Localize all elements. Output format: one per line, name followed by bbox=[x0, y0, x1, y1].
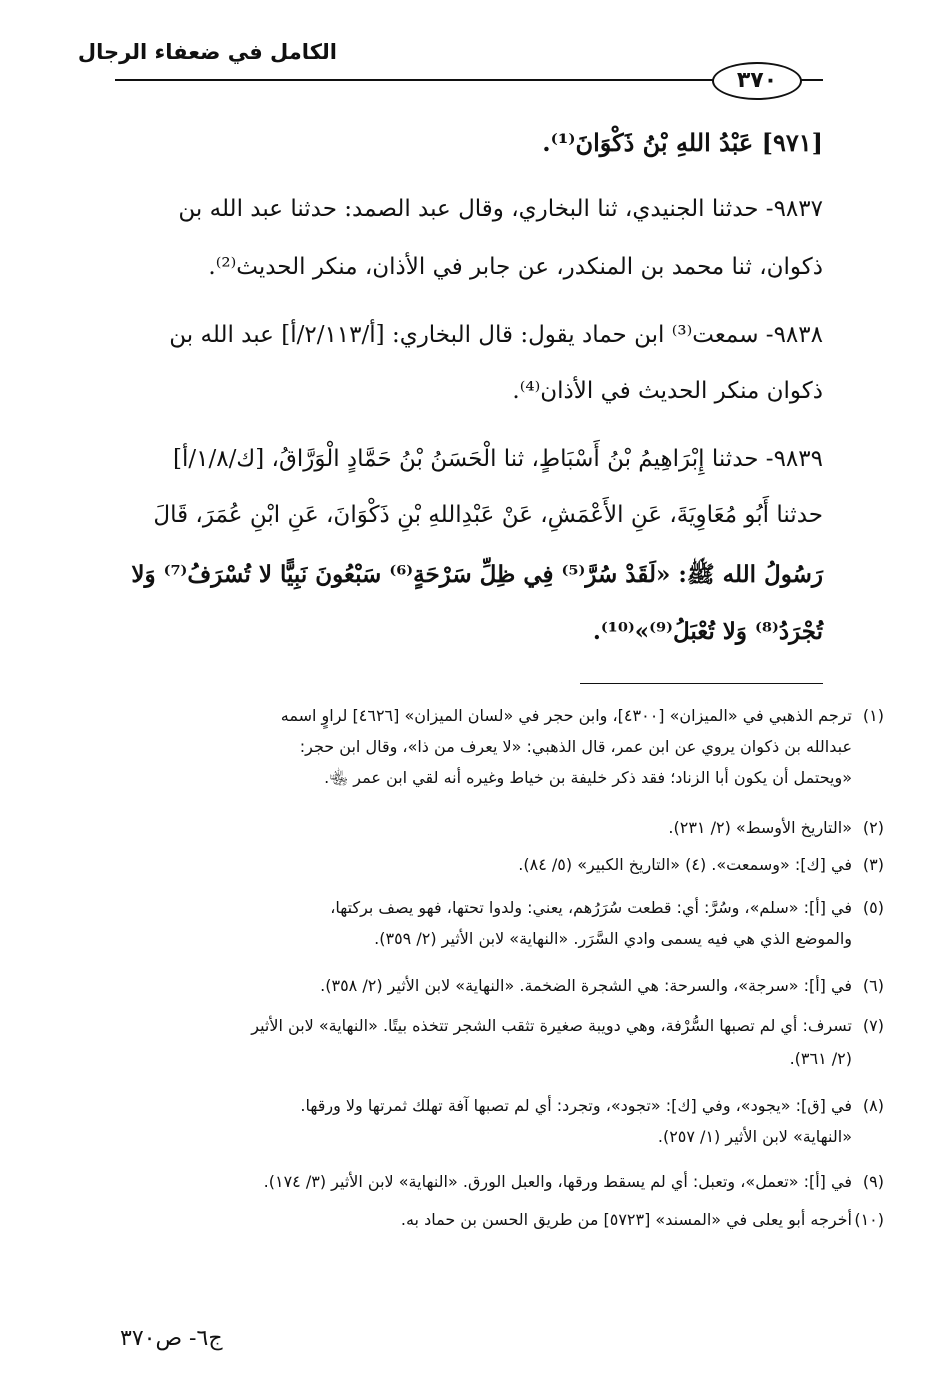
footnote-line: عبدالله بن ذكوان يروي عن ابن عمر، قال الذهبي: «لا يعرف من ذا»، وقال ابن حجر: bbox=[299, 737, 852, 756]
hadith-9838 bbox=[112, 322, 823, 432]
footnote-line: أخرجه أبو يعلى في «المسند» [٥٧٢٣] من طريق الحسن بن حماد به. bbox=[400, 1210, 852, 1229]
footnote-5 bbox=[112, 898, 884, 960]
paragraph-line: ذكوان، ثنا محمد بن المنكدر، عن جابر في الأذان، منكر الحديث⁽²⁾. bbox=[208, 254, 823, 280]
footnote-6 bbox=[112, 976, 884, 1006]
footnote-line: في [ق]: «يجود»، وفي [ك]: «تجود»، وتجرد: أي لم تصبها آفة تهلك ثمرتها ولا ورقها. bbox=[300, 1096, 852, 1115]
footnote-line: في [أ]: «سلم»، وسُرَّ: أي: قطعت سُرَرُهم، يعني: ولدوا تحتها، فهو يصف بركتها، bbox=[330, 898, 852, 917]
page-number-badge: ٣٧٠ bbox=[712, 62, 802, 100]
hadith-9839 bbox=[112, 446, 823, 676]
footnote-number: (٨) bbox=[862, 1096, 884, 1115]
footnote-line: «ويحتمل أن يكون أبا الزناد؛ فقد ذكر خليفة بن خياط وغيره أنه لقي ابن عمر ﵄. bbox=[324, 768, 852, 787]
footnote-1 bbox=[112, 706, 884, 796]
footnote-line: في [أ]: «سرجة»، والسرحة: هي الشجرة الضخمة. «النهاية» لابن الأثير (٢/ ٣٥٨). bbox=[320, 976, 852, 995]
footnote-number: (٢) bbox=[862, 818, 884, 837]
footnote-line: في [أ]: «تعمل»، وتعبل: أي لم يسقط ورقها، والعبل الورق. «النهاية» لابن الأثير (٣/ ١٧٤). bbox=[263, 1172, 852, 1191]
paragraph-line: ٩٨٣٩- حدثنا إِبْرَاهِيمُ بْنُ أَسْبَاطٍ، ثنا الْحَسَنُ بْنُ حَمَّادٍ الْوَرَّاقُ، [ك/١/٨/أ] bbox=[172, 446, 823, 472]
volume-page-reference: ج٦- ص٣٧٠ bbox=[120, 1326, 223, 1351]
footnote-number: (١) bbox=[862, 706, 884, 725]
footnote-number: (٥) bbox=[862, 898, 884, 917]
footnote-number: (٩) bbox=[862, 1172, 884, 1191]
paragraph-line: ٩٨٣٨- سمعت⁽³⁾ ابن حماد يقول: قال البخاري: [أ/٢/١١٣/أ] عبد الله بن bbox=[169, 322, 823, 348]
footnote-3-4 bbox=[112, 855, 884, 885]
entry-title: [٩٧١] عَبْدُ اللهِ بْنُ ذَكْوَانَ⁽¹⁾. bbox=[542, 128, 823, 157]
footnote-number: (٦) bbox=[862, 976, 884, 995]
footnote-line: «التاريخ الأوسط» (٢/ ٢٣١). bbox=[668, 818, 852, 837]
footnote-line: ترجم الذهبي في «الميزان» [٤٣٠٠]، وابن حجر في «لسان الميزان» [٤٦٢٦] لراوٍ اسمه bbox=[280, 706, 852, 725]
footnote-8 bbox=[112, 1096, 884, 1158]
footnote-line: في [ك]: «وسمعت». (٤) «التاريخ الكبير» (٥/ ٨٤). bbox=[518, 855, 852, 874]
entry-title-block bbox=[112, 128, 823, 168]
paragraph-line: ذكوان منكر الحديث في الأذان⁽⁴⁾. bbox=[512, 378, 823, 404]
footnote-number: (١٠) bbox=[854, 1210, 884, 1229]
footnote-line: «النهاية» لابن الأثير (١/ ٢٥٧). bbox=[657, 1127, 852, 1146]
footnote-line: والموضع الذي هي فيه يسمى وادي السَّرَر. «النهاية» لابن الأثير (٢/ ٣٥٩). bbox=[374, 929, 852, 948]
footnote-number: (٣) bbox=[862, 855, 884, 874]
footnote-separator bbox=[580, 683, 823, 684]
footnote-9 bbox=[112, 1172, 884, 1202]
footnote-10 bbox=[112, 1210, 884, 1240]
footnote-7 bbox=[112, 1016, 884, 1078]
paragraph-line: ٩٨٣٧- حدثنا الجنيدي، ثنا البخاري، وقال عبد الصمد: حدثنا عبد الله بن bbox=[178, 196, 823, 222]
footnote-line: (٢/ ٣٦١). bbox=[789, 1049, 852, 1068]
footnote-line: تسرف: أي لم تصبها السُّرْفة، وهي دويبة صغيرة تثقب الشجر تتخذه بيتًا. «النهاية» لابن الأثير bbox=[251, 1016, 852, 1035]
footnote-2 bbox=[112, 818, 884, 848]
hadith-9837 bbox=[112, 196, 823, 306]
paragraph-line: تُجْرَدُ⁽⁸⁾ وَلا تُعْبَلُ⁽⁹⁾»⁽¹⁰⁾. bbox=[592, 618, 823, 645]
footnote-number: (٧) bbox=[862, 1016, 884, 1035]
paragraph-line: حدثنا أَبُو مُعَاوِيَةَ، عَنِ الأَعْمَشِ، عَنْ عَبْدِاللهِ بْنِ ذَكْوَانَ، عَنِ ابْنِ عُمَرَ، قَالَ bbox=[153, 502, 823, 528]
running-title: الكامل في ضعفاء الرجال bbox=[77, 40, 337, 64]
paragraph-line: رَسُولُ الله ﷺ: «لَقَدْ سُرَّ⁽⁵⁾ فِي ظِلِّ سَرْحَةٍ⁽⁶⁾ سَبْعُونَ نَبِيًّا لا تُسْرَفُ⁽⁷⁾ وَلا bbox=[131, 561, 823, 588]
